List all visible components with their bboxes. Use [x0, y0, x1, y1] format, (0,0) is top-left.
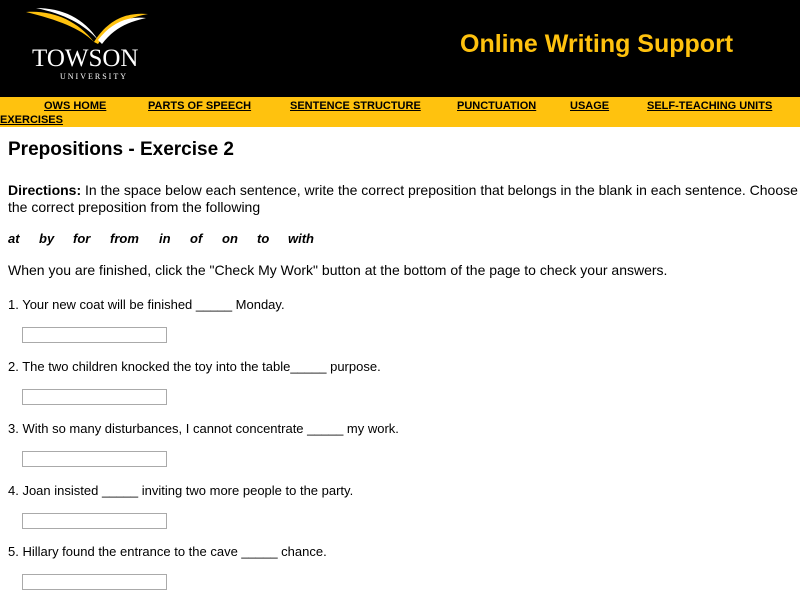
- directions-text: In the space below each sentence, write the correct preposition that belongs in the blank in each sentence. Choose the correct preposition from the following: [8, 182, 798, 215]
- directions-label: Directions:: [8, 182, 82, 198]
- towson-logo[interactable]: [22, 6, 152, 86]
- question-5: 5. Hillary found the entrance to the cave _____ chance.: [8, 544, 327, 559]
- preposition-word: at: [8, 231, 20, 246]
- page-title: Prepositions - Exercise 2: [8, 139, 234, 160]
- preposition-word: on: [222, 231, 238, 246]
- nav-self-teaching-units[interactable]: SELF-TEACHING UNITS: [647, 100, 773, 112]
- nav-exercises[interactable]: EXERCISES: [0, 114, 63, 126]
- directions: [8, 182, 798, 216]
- question-4: 4. Joan insisted _____ inviting two more people to the party.: [8, 483, 354, 498]
- nav-ows-home[interactable]: OWS HOME: [44, 100, 107, 112]
- preposition-word: to: [257, 231, 270, 246]
- preposition-word: from: [110, 231, 139, 246]
- preposition-word: of: [190, 231, 203, 246]
- preposition-word: in: [159, 231, 171, 246]
- answer-input-4[interactable]: [22, 513, 167, 529]
- question-1: 1. Your new coat will be finished _____ Monday.: [8, 297, 285, 312]
- logo-subtext: UNIVERSITY: [60, 72, 128, 81]
- question-2: 2. The two children knocked the toy into the table_____ purpose.: [8, 359, 381, 374]
- question-3: 3. With so many disturbances, I cannot concentrate _____ my work.: [8, 421, 399, 436]
- preposition-word: with: [288, 231, 314, 246]
- instructions-finished: When you are finished, click the "Check My Work" button at the bottom of the page to check your answers.: [8, 262, 668, 278]
- answer-input-2[interactable]: [22, 389, 167, 405]
- answer-input-1[interactable]: [22, 327, 167, 343]
- logo-wordmark: TOWSON: [32, 45, 139, 72]
- preposition-word: by: [39, 231, 55, 246]
- site-title: Online Writing Support: [460, 30, 734, 58]
- nav-parts-of-speech[interactable]: PARTS OF SPEECH: [148, 100, 252, 112]
- nav-punctuation[interactable]: PUNCTUATION: [457, 100, 537, 112]
- main-nav: [0, 97, 800, 127]
- nav-sentence-structure[interactable]: SENTENCE STRUCTURE: [290, 100, 421, 112]
- site-header: [0, 0, 800, 97]
- answer-input-3[interactable]: [22, 451, 167, 467]
- nav-usage[interactable]: USAGE: [570, 100, 610, 112]
- preposition-word: for: [73, 231, 91, 246]
